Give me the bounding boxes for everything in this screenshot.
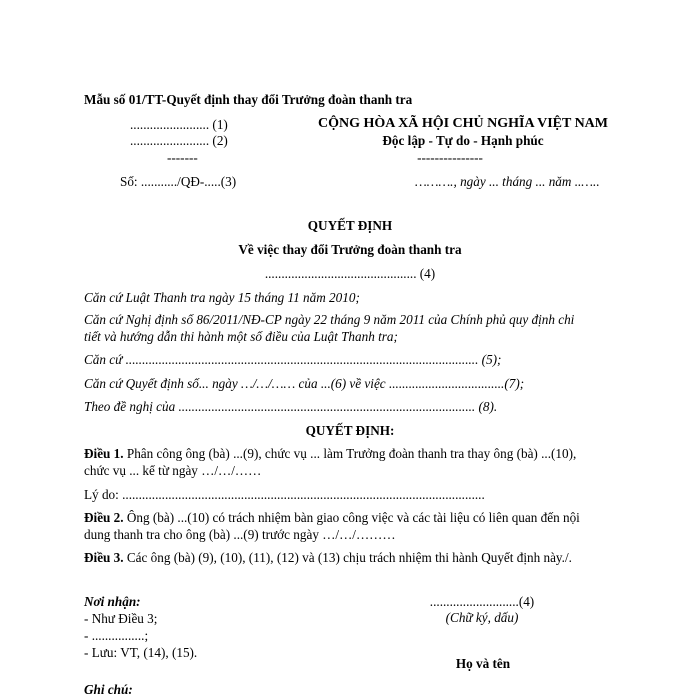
recipient-item: - Như Điều 3; [84, 611, 158, 626]
form-title: Mẫu số 01/TT-Quyết định thay đổi Trưởng đoàn thanh tra [84, 92, 413, 107]
article-1 [84, 446, 576, 462]
article-1-label: Điều 1. [84, 446, 124, 461]
article-2-label: Điều 2. [84, 510, 124, 525]
issuer-line-1: ........................ (1) [130, 117, 228, 132]
article-2-text: Ông (bà) ...(10) có trách nhiệm bàn giao công việc và các tài liệu có liên quan đến nội [123, 510, 580, 525]
date-line: ………., ngày ... tháng ... năm ..….. [415, 174, 600, 189]
recipient-item: - ................; [84, 628, 149, 643]
basis-line: Theo đề nghị của .......................................................................................... (8). [84, 399, 498, 414]
basis-line: tiết và hướng dẫn thi hành một số điều của Luật Thanh tra; [84, 329, 398, 344]
basis-line: Căn cứ Luật Thanh tra ngày 15 tháng 11 năm 2010; [84, 290, 360, 305]
decision-number: Số: .........../QĐ-.....(3) [120, 174, 237, 189]
decides-heading: QUYẾT ĐỊNH: [305, 423, 395, 438]
basis-line: Căn cứ Quyết định số... ngày …/…/…… của ...(6) về việc ...................................(7); [84, 376, 525, 391]
basis-line: Căn cứ ........................................................................................................... (5); [84, 352, 502, 367]
article-2 [84, 510, 580, 526]
article-3-label: Điều 3. [84, 550, 124, 565]
national-motto: Độc lập - Tự do - Hạnh phúc [382, 133, 544, 148]
issuer-separator: ------- [167, 150, 198, 165]
issuer-line-2: ........................ (2) [130, 133, 228, 148]
decision-authority: .............................................. (4) [264, 266, 436, 281]
article-2-continued: dung thanh tra cho ông (bà) ...(9) trước ngày …/…/……… [84, 527, 396, 542]
recipient-item: - Lưu: VT, (14), (15). [84, 645, 198, 660]
article-1-continued: chức vụ ... kể từ ngày …/…/…… [84, 463, 262, 478]
recipients-heading: Nơi nhận: [84, 594, 141, 609]
signature-line: ...........................(4) [429, 594, 535, 609]
motto-separator: --------------- [417, 150, 483, 165]
decision-subject: Về việc thay đổi Trưởng đoàn thanh tra [238, 242, 462, 257]
article-1-text: Phân công ông (bà) ...(9), chức vụ ... làm Trưởng đoàn thanh tra thay ông (bà) ...(10), [123, 446, 577, 461]
signature-note: (Chữ ký, dấu) [445, 610, 519, 625]
article-3-text: Các ông (bà) (9), (10), (11), (12) và (13) chịu trách nhiệm thi hành Quyết định này./. [123, 550, 572, 565]
decision-title: QUYẾT ĐỊNH [307, 218, 393, 233]
signer-name: Họ và tên [455, 656, 511, 671]
reason-line: Lý do: .............................................................................................................. [84, 487, 485, 502]
country-name: CỘNG HÒA XÃ HỘI CHỦ NGHĨA VIỆT NAM [317, 116, 609, 131]
article-3 [84, 550, 572, 566]
notes-heading: Ghi chú: [84, 682, 133, 697]
basis-line: Căn cứ Nghị định số 86/2011/NĐ-CP ngày 22 tháng 9 năm 2011 của Chính phủ quy định chi [84, 312, 575, 327]
